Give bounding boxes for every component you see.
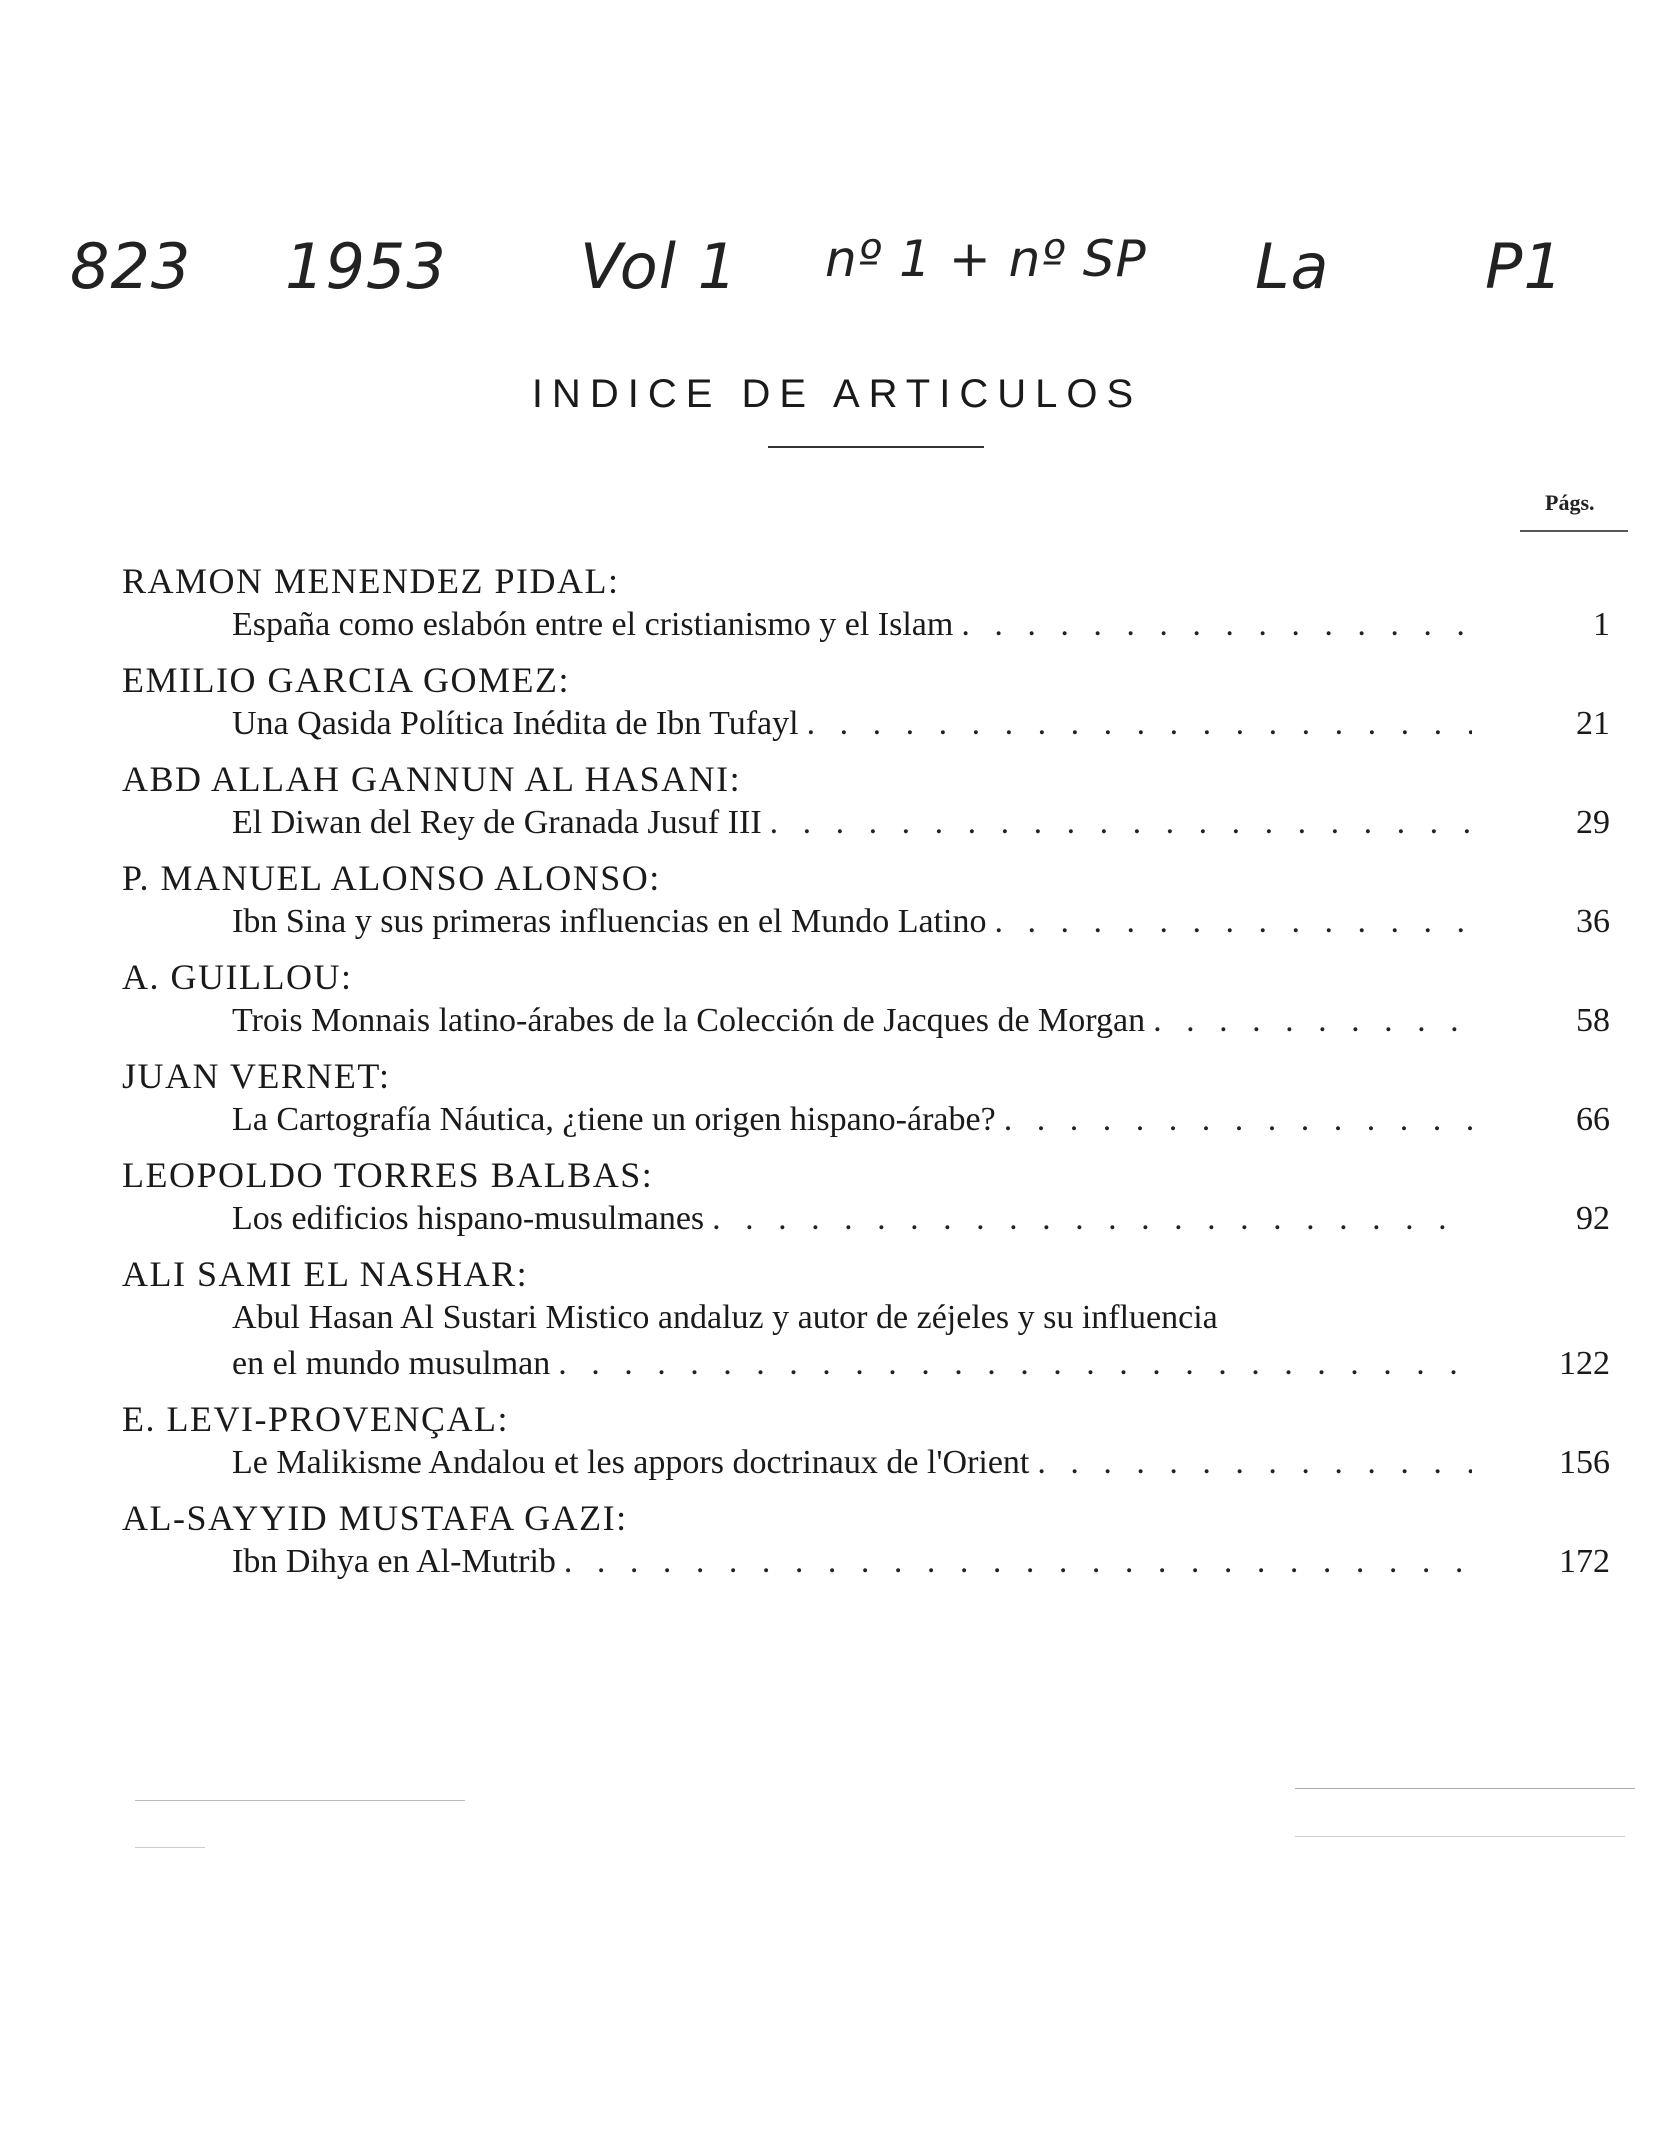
entry-title-line[interactable] [232, 804, 1472, 842]
handwritten-note: nº 1 + nº SP [825, 230, 1147, 288]
entry-author: P. MANUEL ALONSO ALONSO: [122, 858, 661, 898]
entry-author: ALI SAMI EL NASHAR: [122, 1254, 529, 1294]
handwritten-note: Vol 1 [580, 230, 739, 303]
handwritten-annotation [60, 230, 1564, 320]
entry-author: JUAN VERNET: [122, 1056, 391, 1096]
title-divider [768, 446, 984, 448]
entry-title: Ibn Dihya en Al-Mutrib [232, 1543, 556, 1580]
entry-author: LEOPOLDO TORRES BALBAS: [122, 1155, 654, 1195]
entry-title-line[interactable] [232, 1444, 1472, 1482]
entry-title-line[interactable] [232, 1200, 1472, 1238]
entry-page-number: 172 [1559, 1543, 1610, 1580]
entry-title-continuation: en el mundo musulman [232, 1345, 551, 1382]
dot-leader [558, 1345, 1472, 1383]
entry-title-line[interactable] [232, 705, 1472, 743]
entry-title: España como eslabón entre el cristianismo y el Islam [232, 606, 954, 643]
dot-leader [1004, 1101, 1472, 1139]
entry-page-number: 156 [1559, 1444, 1610, 1481]
entry-author: A. GUILLOU: [122, 957, 353, 997]
dot-leader [712, 1200, 1472, 1238]
dot-leader [961, 606, 1472, 644]
entry-title: Ibn Sina y sus primeras influencias en el Mundo Latino [232, 903, 987, 940]
entry-title-line[interactable] [232, 1101, 1472, 1139]
entry-page-number: 21 [1576, 705, 1610, 742]
scan-artifact [135, 1847, 205, 1848]
entry-title-line[interactable] [232, 903, 1472, 941]
dot-leader [807, 705, 1472, 743]
entry-author: RAMON MENENDEZ PIDAL: [122, 561, 620, 601]
entry-author: AL-SAYYID MUSTAFA GAZI: [122, 1498, 628, 1538]
dot-leader [1037, 1444, 1472, 1482]
scan-artifact [1295, 1788, 1635, 1789]
scan-artifact [1295, 1836, 1625, 1837]
entry-page-number: 92 [1576, 1200, 1610, 1237]
entry-page-number: 122 [1559, 1345, 1610, 1382]
handwritten-note: La [1255, 230, 1330, 303]
dot-leader [994, 903, 1472, 941]
dot-leader [564, 1543, 1472, 1581]
entry-page-number: 29 [1576, 804, 1610, 841]
entry-title[interactable]: Abul Hasan Al Sustari Mistico andaluz y autor de zéjeles y su influencia [232, 1299, 1218, 1336]
entry-author: EMILIO GARCIA GOMEZ: [122, 660, 570, 700]
entry-title-line[interactable] [232, 1543, 1472, 1581]
entry-title-line[interactable] [232, 606, 1472, 644]
entry-title: Le Malikisme Andalou et les appors doctrinaux de l'Orient [232, 1444, 1030, 1481]
handwritten-note: P1 [1485, 230, 1564, 303]
entry-page-number: 36 [1576, 903, 1610, 940]
entry-title-line[interactable] [232, 1002, 1472, 1040]
scan-artifact [135, 1800, 465, 1801]
handwritten-note: 823 [70, 230, 192, 303]
entry-title: Trois Monnais latino-árabes de la Colección de Jacques de Morgan [232, 1002, 1146, 1039]
entry-author: E. LEVI-PROVENÇAL: [122, 1399, 509, 1439]
entry-page-number: 66 [1576, 1101, 1610, 1138]
dot-leader [1153, 1002, 1472, 1040]
entry-title: El Diwan del Rey de Granada Jusuf III [232, 804, 762, 841]
entry-title: La Cartografía Náutica, ¿tiene un origen hispano-árabe? [232, 1101, 996, 1138]
entry-author: ABD ALLAH GANNUN AL HASANI: [122, 759, 742, 799]
entry-title: Los edificios hispano-musulmanes [232, 1200, 705, 1237]
entry-page-number: 1 [1593, 606, 1610, 643]
entry-page-number: 58 [1576, 1002, 1610, 1039]
page-title: INDICE DE ARTICULOS [531, 372, 1143, 416]
entry-title-line[interactable] [232, 1345, 1472, 1383]
handwritten-note: 1953 [285, 230, 447, 303]
entry-title: Una Qasida Política Inédita de Ibn Tufayl [232, 705, 799, 742]
pages-column-label: Págs. [1545, 490, 1595, 515]
dot-leader [770, 804, 1472, 842]
pages-column-divider [1520, 530, 1628, 532]
